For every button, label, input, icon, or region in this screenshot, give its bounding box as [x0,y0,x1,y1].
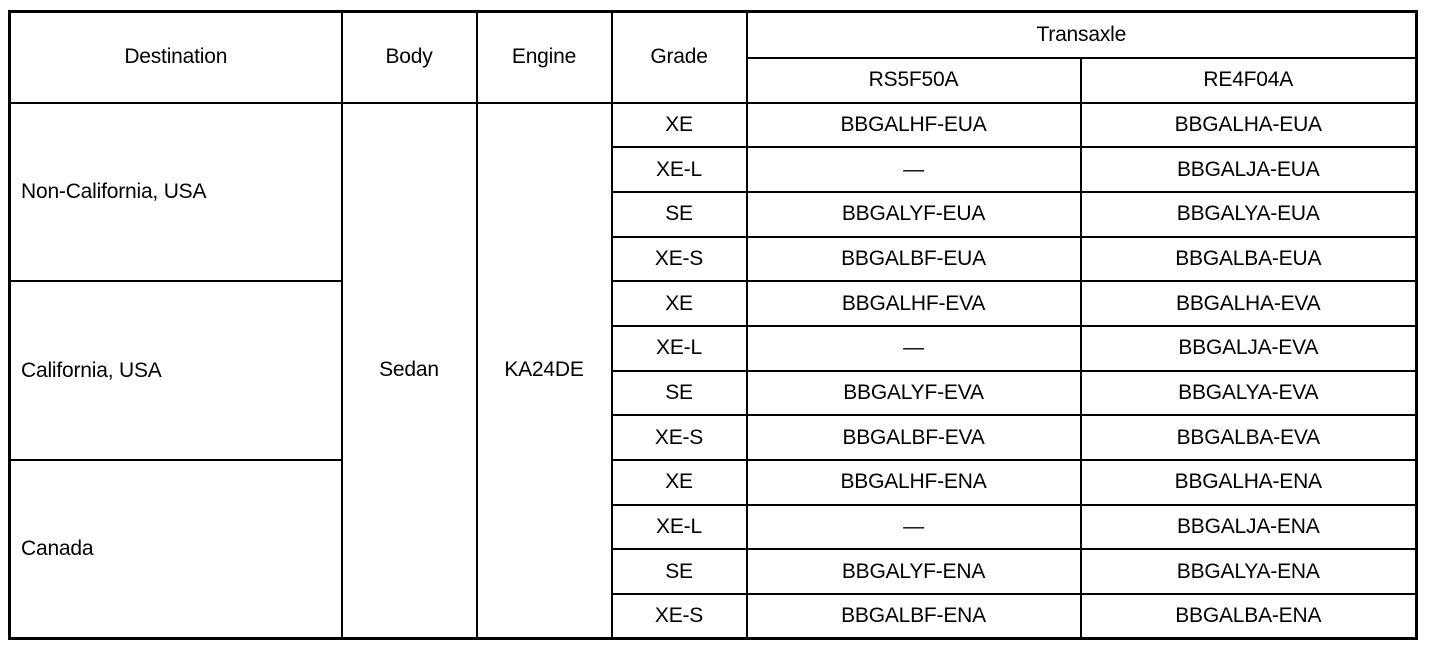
grade-cell: XE-S [612,415,747,460]
grade-cell: XE-L [612,505,747,550]
grade-cell: SE [612,549,747,594]
re4f04a-cell: BBGALYA-EVA [1081,371,1417,416]
re4f04a-cell: BBGALBA-EUA [1081,237,1417,282]
destination-header: Destination [10,12,342,103]
engine-header: Engine [477,12,612,103]
grade-cell: XE-L [612,326,747,371]
table-row [10,460,1417,505]
re4f04a-cell: BBGALHA-EUA [1081,103,1417,148]
rs5f50a-cell: BBGALYF-EVA [747,371,1081,416]
rs5f50a-cell: BBGALBF-EUA [747,237,1081,282]
rs5f50a-cell: BBGALYF-EUA [747,192,1081,237]
re4f04a-cell: BBGALHA-ENA [1081,460,1417,505]
rs5f50a-header: RS5F50A [747,58,1081,103]
rs5f50a-cell: BBGALBF-EVA [747,415,1081,460]
model-variation-table [8,10,1418,640]
destination-cell: Canada [10,460,342,639]
re4f04a-header: RE4F04A [1081,58,1417,103]
table-row [10,281,1417,326]
grade-cell: SE [612,371,747,416]
header-row [10,12,1417,59]
body-cell: Sedan [342,103,477,639]
rs5f50a-cell: — [747,147,1081,192]
grade-cell: XE [612,281,747,326]
re4f04a-cell: BBGALJA-EUA [1081,147,1417,192]
body-header: Body [342,12,477,103]
destination-cell: California, USA [10,281,342,460]
re4f04a-cell: BBGALBA-ENA [1081,594,1417,639]
rs5f50a-cell: — [747,505,1081,550]
re4f04a-cell: BBGALYA-EUA [1081,192,1417,237]
transaxle-header: Transaxle [747,12,1417,59]
rs5f50a-cell: BBGALHF-EUA [747,103,1081,148]
rs5f50a-cell: BBGALHF-EVA [747,281,1081,326]
table-row [10,103,1417,148]
destination-cell: Non-California, USA [10,103,342,282]
grade-cell: XE [612,103,747,148]
rs5f50a-cell: BBGALYF-ENA [747,549,1081,594]
grade-cell: XE [612,460,747,505]
re4f04a-cell: BBGALYA-ENA [1081,549,1417,594]
grade-cell: SE [612,192,747,237]
rs5f50a-cell: BBGALHF-ENA [747,460,1081,505]
grade-cell: XE-S [612,594,747,639]
re4f04a-cell: BBGALJA-ENA [1081,505,1417,550]
rs5f50a-cell: — [747,326,1081,371]
grade-cell: XE-L [612,147,747,192]
engine-cell: KA24DE [477,103,612,639]
re4f04a-cell: BBGALBA-EVA [1081,415,1417,460]
grade-cell: XE-S [612,237,747,282]
re4f04a-cell: BBGALJA-EVA [1081,326,1417,371]
rs5f50a-cell: BBGALBF-ENA [747,594,1081,639]
re4f04a-cell: BBGALHA-EVA [1081,281,1417,326]
grade-header: Grade [612,12,747,103]
